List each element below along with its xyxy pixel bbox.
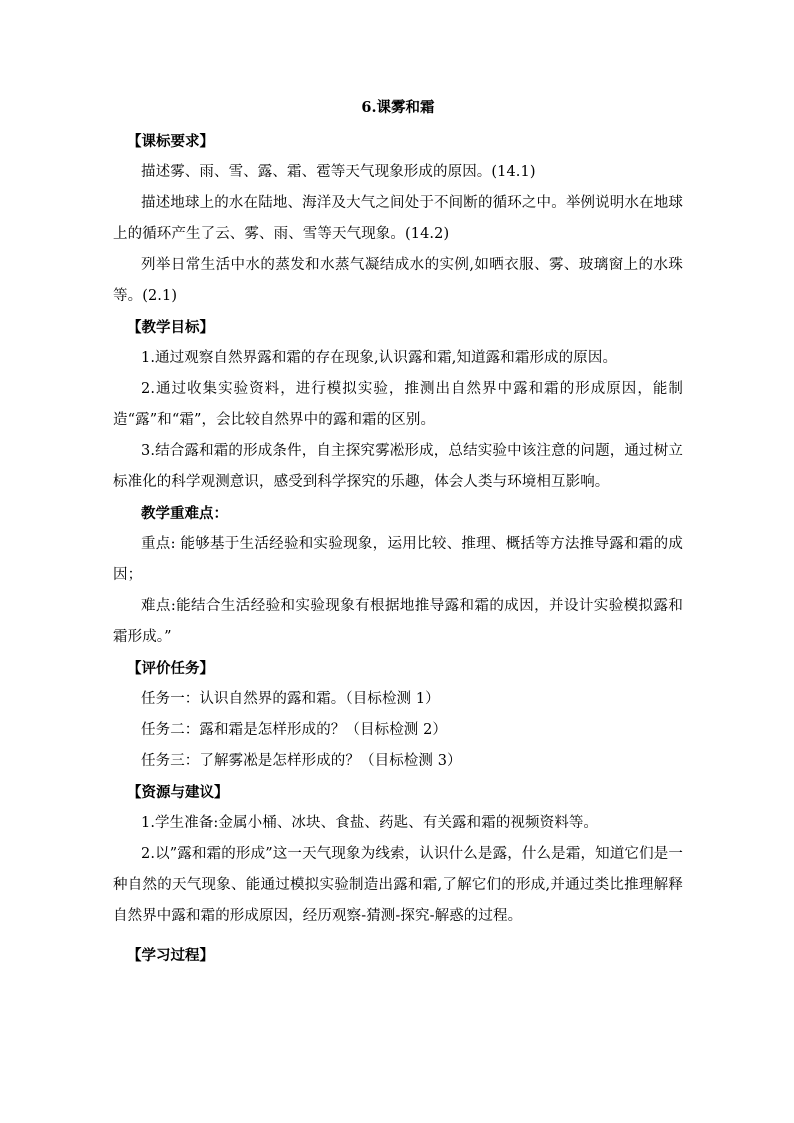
keypoints-paragraph-1: 重点: 能够基于生活经验和实验现象，运用比较、推理、概括等方法推导露和霜的成因； — [113, 536, 683, 583]
task-item-3: 任务三：了解雾凇是怎样形成的？（目标检测 3） — [141, 753, 462, 769]
section-heading-tasks: 【评价任务】 — [127, 660, 214, 677]
section-heading-process: 【学习过程】 — [127, 947, 214, 964]
section-heading-curriculum: 【课标要求】 — [127, 133, 214, 150]
document-content — [113, 96, 683, 971]
goals-paragraph-1: 1.通过观察自然界露和霜的存在现象,认识露和霜,知道露和霜形成的原因。 — [141, 350, 618, 366]
document-title: 6.课雾和霜 — [361, 99, 435, 116]
task-item-2: 任务二：露和霜是怎样形成的？（目标检测 2） — [141, 722, 448, 738]
goals-paragraph-3: 3.结合露和霜的形成条件，自主探究雾凇形成，总结实验中该注意的问题，通过树立标准化的科学观测意识，感受到科学探究的乐趣，体会人类与环境相互影响。 — [113, 443, 683, 490]
section-heading-goals: 【教学目标】 — [127, 319, 214, 336]
goals-paragraph-2: 2.通过收集实验资料，进行模拟实验，推测出自然界中露和霜的形成原因，能制造“露”和“霜”，会比较自然界中的露和霜的区别。 — [113, 381, 683, 428]
curriculum-paragraph-2: 描述地球上的水在陆地、海洋及大气之间处于不间断的循环之中。举例说明水在地球上的循环产生了云、雾、雨、雪等天气现象。(14.2) — [113, 195, 683, 242]
task-item-1: 任务一：认识自然界的露和霜。（目标检测 1） — [141, 691, 440, 707]
section-spacer — [113, 932, 683, 940]
resources-paragraph-1: 1.学生准备:金属小桶、冰块、食盐、药匙、有关露和霜的视频资料等。 — [141, 815, 599, 831]
section-heading-resources: 【资源与建议】 — [127, 784, 229, 801]
resources-paragraph-2: 2.以”露和霜的形成”这一天气现象为线索，认识什么是露，什么是霜，知道它们是一种自然的天气现象、能通过模拟实验制造出露和霜,了解它们的形成,并通过类比推理解释自然界中露和霜的形成原因，经历观察-猜测-探究-解惑的过程。 — [113, 846, 683, 924]
curriculum-paragraph-1: 描述雾、雨、雪、露、霜、雹等天气现象形成的原因。(14.1) — [141, 164, 536, 180]
section-heading-keypoints: 教学重难点： — [141, 505, 228, 522]
curriculum-paragraph-3: 列举日常生活中水的蒸发和水蒸气凝结成水的实例,如晒衣服、雾、玻璃窗上的水珠等。(2.1) — [113, 257, 683, 304]
keypoints-paragraph-2: 难点:能结合生活经验和实验现象有根据地推导露和霜的成因，并设计实验模拟露和霜形成。” — [113, 598, 683, 645]
